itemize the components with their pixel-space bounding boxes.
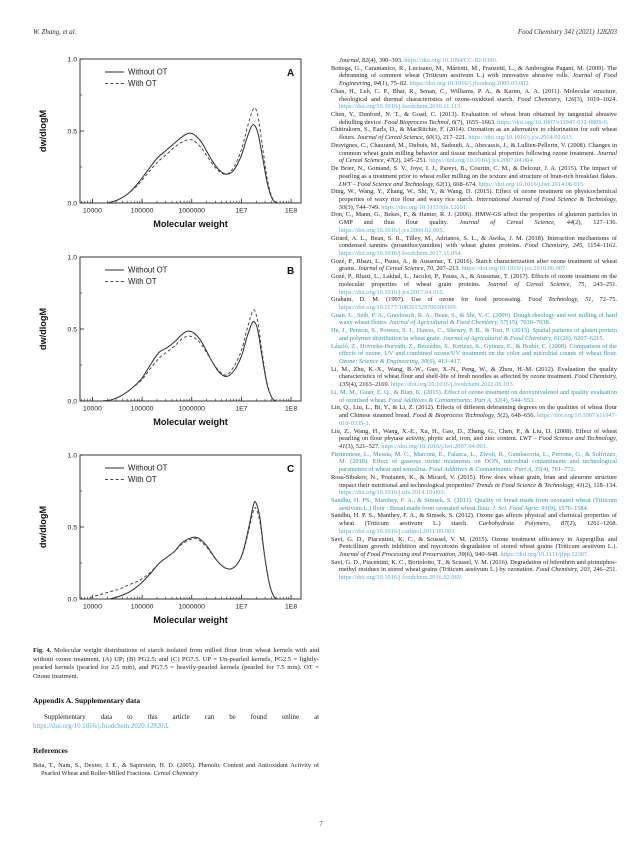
reference-pages: (1), 668–674. (442, 180, 479, 188)
x-tick-label: 1000000 (178, 603, 205, 611)
doi-link[interactable]: https://doi.org/10.1177/108201329700300309. (339, 304, 458, 311)
reference-item (331, 343, 617, 366)
reference-text: László, Z., Hovorka-Horváth, Z., Beszédes, S., Kertész, S., Gyimes, E., & Hodúr, C. (2008). Comparison of the effects of ozone, UV and combined ozone/UV treatment on the color and microbial counts of wheat flour. (331, 342, 617, 358)
chart-svg-b (33, 248, 319, 444)
reference-journal: Ozone: Science & Engineering, 30 (339, 358, 428, 366)
reference-text: Bottega, G., Caramanico, R., Lucisano, M., Mariotti, M., Franzetti, L., & Ambrogina Pagani, M. (2009). The debranning of common wheat (Triticum aestivum L.) with innovative abrasive rolls. (331, 64, 617, 80)
reference-item (331, 512, 617, 535)
x-tick-label: 100000 (130, 405, 154, 413)
x-tick-label: 1E8 (285, 207, 298, 215)
legend-label: Without OT (128, 265, 168, 275)
doi-link[interactable]: https://doi.org/10.1016/j.tifs.2014.10.003. (339, 489, 446, 497)
reference-journal: Food Chemistry, 135 (339, 373, 617, 389)
x-tick-label: 1E7 (235, 207, 248, 215)
x-tick-label: 1000000 (178, 207, 205, 215)
reference-text: Beta, T., Nam, S., Dexter, J. E., & Sapirstein, H. D. (2005). Phenolic Content and Antioxidant Activity of Pearled Wheat and Roller-Milled Fractions. (33, 762, 319, 777)
legend-label: With OT (128, 79, 157, 89)
reference-journal: LWT – Food Science and Technology, 41 (339, 435, 617, 450)
x-axis-label: Molecular weight (153, 219, 228, 229)
reference-pages: (2), 245–251. (393, 157, 429, 165)
x-tick-label: 100000 (130, 603, 154, 611)
y-axis-label: dw/dlogM (38, 505, 48, 549)
supplementary-period: . (167, 723, 169, 730)
reference-item (331, 211, 617, 234)
doi-link[interactable]: https://doi.org/10.1111/ijfs.12691. (381, 203, 468, 211)
reference-pages: , 1154–1162. (582, 242, 617, 250)
reference-pages: (6), 940–948. (464, 551, 501, 558)
doi-link[interactable]: https://doi.org/10.1016/j.jcs.2017.04.016. (339, 288, 445, 296)
doi-link[interactable]: https://doi.org/10.1016/j.foodchem.2010.11.113. (339, 103, 462, 111)
chart-panel-c (33, 446, 319, 642)
y-tick-label: 1.0 (67, 254, 77, 262)
reference-item (331, 366, 617, 389)
supplementary-doi-link[interactable]: https://doi.org/10.1016/j.foodchem.2020.128203 (33, 723, 168, 730)
reference-text: Lin, Q., Liu, L., Bi, Y., & Li, Z. (2012). Effects of different debranning degrees on the qualities of wheat flour and Chinese steamed bread. (331, 404, 617, 420)
reference-item (331, 559, 617, 582)
supplementary-paragraph (33, 713, 319, 731)
y-tick-label: 1.0 (67, 56, 77, 64)
figure-caption-text: Molecular weight distributions of starch isolated from milled flour from wheat kernels with and without ozone treatment. (A) UP; (B) PG2.5; and (C) PG7.5. UP = Un-pearled kernels, PG2.5 = lightly-pearled kernels (pearled for 2.5 min), and PG7.5 = heavily-pearled kernels (pearled for 7.5 min). OT = Ozone treatment. (33, 647, 320, 680)
reference-pages: (4), 544–553. (500, 396, 535, 404)
reference-pages: (4), 761–772. (540, 466, 576, 474)
reference-journal: Journal of Food Processing and Preservation, 39 (339, 551, 465, 558)
reference-text: De Brier, N., Gomand, S. V., Joye, I. J., Pareyt, B., Courtin, C. M., & Delcour, J. A. (2015). The impact of pearling as a treatment prior to wheat roller milling on the texture and structure of bran-rich breakfast flakes. (331, 165, 617, 180)
doi-link[interactable]: https://doi.org/10.1016/j.lwt.2014.08.015. (478, 180, 585, 188)
panel-letter: C (287, 464, 295, 475)
doi-link[interactable]: https://doi.org/10.1016/j.lwt.2007.04.001. (381, 442, 488, 450)
reference-item (331, 88, 617, 111)
reference-item (331, 389, 617, 404)
reference-item (331, 258, 617, 273)
reference-pages: (4), 2163–2169. (348, 381, 391, 389)
reference-journal: Cereal Chemistry (153, 769, 199, 777)
legend-label: Without OT (128, 67, 168, 77)
reference-journal: Journal, 82 (339, 57, 369, 64)
reference-journal: Food Additives & Contaminants: Part A, 35 (428, 466, 541, 474)
x-axis-label: Molecular weight (153, 417, 228, 427)
reference-journal: Journal of Cereal Science, 47 (339, 149, 617, 165)
reference-text: Desvignes, C., Chaurand, M., Dubois, M., Sadoudi, A., Abecassis, J., & Lullien-Pellerin, V. (2008). Changes in common wheat grain milling behavior and tissue mechanical properties following ozone treatment. (331, 141, 617, 157)
chart-svg-c (33, 446, 319, 642)
reference-item (331, 273, 617, 296)
reference-text: Guan, L., Seib, P. A., Graybosch, R. A., Bean, S., & Shi, Y.-C. (2009). Dough rheology and wet milling of hard waxy wheat flours. (331, 311, 617, 327)
reference-pages: (26), 6207–6215. (560, 334, 605, 342)
reference-journal: Food Chemistry, 203 (535, 566, 590, 574)
reference-item (331, 142, 617, 165)
reference-pages: (3), 1019–1024. (574, 95, 617, 103)
series-without-ot (102, 321, 276, 401)
left-column (33, 50, 319, 777)
doi-link[interactable]: https://doi.org/10.1016/j.jcs.2016.06.007. (461, 265, 567, 273)
legend-label: With OT (128, 475, 157, 485)
reference-item (331, 474, 617, 497)
panel-letter: A (287, 68, 295, 79)
reference-pages: (15), 7030–7038. (506, 319, 551, 327)
doi-link[interactable]: https://doi.org/10.1111/jfpp.12307. (500, 551, 589, 558)
reference-pages: (4), 390–393. (368, 57, 405, 64)
series-with-ot (90, 507, 278, 599)
reference-text: Rosa-Sibakov, N., Poutanen, K., & Micard, V. (2015). How does wheat grain, bran and aleurone structure impact their nutritional and technological properties? (331, 473, 617, 489)
reference-text: Savi, G. D., Piacentini, K. C., Bortolotto, T., & Scussel, V. M. (2016). Degradation of bifenthrin and pirimiphos-methyl residues in stored wheat grains (Triticum aestivum L.) by ozonation. (331, 558, 617, 574)
reference-text: Sandhu, H. P. S., Manthey, F. A., & Simsek, S. (2012). Ozone gas affects physical and chemical properties of wheat (Triticum aestivum L.) starch. (331, 512, 617, 528)
x-tick-label: 1E8 (285, 405, 298, 413)
doi-link[interactable]: https://doi.org/10.1016/j.foodchem.2017.11.054. (339, 249, 463, 257)
doi-link[interactable]: https://doi.org/10.1094/CC-82-0390. (404, 57, 498, 64)
reference-journal: Trends in Food Science & Technology, 41 (476, 481, 583, 489)
reference-journal: Food Additives & Contaminants: Part A, 32 (388, 396, 501, 404)
x-tick-label: 10000 (82, 207, 102, 215)
reference-pages: (2), 127–136. (573, 219, 618, 227)
y-tick-label: 1.0 (67, 452, 77, 460)
doi-link[interactable]: https://doi.org/10.1016/j.foodchem.2016.02.069. (339, 574, 463, 582)
chart-svg-a (33, 50, 319, 246)
y-tick-label: 0.0 (67, 398, 77, 406)
reference-text: Piemontese, L., Messia, M. C., Marconi, E., Falasca, L., Zivoli, R., Gambacorta, L., Perrone, G., & Solfrizzo, M. (2018). Effect of gaseous ozone treatments on DON, microbial contaminants and technological parameters of wheat and semolina. (331, 450, 617, 474)
references-heading: References (33, 746, 68, 755)
reference-journal: Journal of Cereal Science, 44 (459, 219, 574, 227)
reference-journal: LWT – Food Science and Technology, 62 (339, 180, 443, 188)
reference-pages: , 72–75. (591, 296, 618, 304)
reference-item (331, 451, 617, 474)
x-tick-label: 10000 (82, 405, 102, 413)
panel-letter: B (287, 266, 295, 277)
reference-text: Graham, D. M. (1997). Use of ozone for food processing. (331, 296, 529, 304)
reference-list-left (33, 762, 319, 777)
reference-pages: , 207–213. (433, 265, 462, 273)
page-header (33, 29, 617, 36)
reference-item (331, 188, 617, 211)
reference-item (331, 404, 617, 427)
reference-text: Gozé, P., Rhazi, L., Pauss, A., & Aussenac, T. (2016). Starch characterization after ozone treatment of wheat grains. (331, 257, 617, 273)
running-journal: Food Chemistry 341 (2021) 128203 (517, 29, 617, 36)
reference-journal: Food Bioprocess Technol, 6 (384, 118, 455, 126)
reference-pages: (2), 1261–1268. (567, 520, 618, 528)
legend-label: With OT (128, 277, 157, 287)
reference-text: Don, C., Mann, G., Bekes, F., & Hamer, R. J. (2006). HMW-GS affect the properties of glutenin particles in GMP and thus flour quality. (331, 211, 617, 227)
reference-item (331, 296, 617, 311)
y-tick-label: 0.0 (67, 596, 77, 604)
appendix-heading: Appendix A. Supplementary data (33, 696, 141, 705)
reference-journal: International Journal of Food Science & Technology, 50 (339, 195, 617, 211)
doi-link[interactable]: https://doi.org/10.1007/s11947-012-0809-6. (497, 118, 609, 126)
page-number: 7 (319, 820, 323, 828)
reference-text: Savi, G. D., Piacentini, K. C., & Scussel, V. M. (2015). Ozone treatment efficiency in Aspergillus and Penicillium growth inhibition and mycotoxin degradation of stored wheat grains (Triticum aestivum L.). (331, 535, 617, 551)
figure-caption (33, 647, 319, 681)
reference-text: Chan, H., Leh, C. P., Bhat, R., Senan, C., Williams, P. A., & Karim, A. A. (2011). Molecular structure, rheological and thermal characteristics of ozone-oxidized starch. (331, 87, 617, 103)
reference-journal: Food Chemistry, 245 (524, 242, 583, 250)
series-without-ot (107, 125, 277, 203)
doi-link[interactable]: https://doi.org/10.1016/j.jcs.2006.02.005. (339, 226, 445, 234)
reference-text: Chittrakorn, S., Earls, D., & MacRitchie, F. (2014). Ozonation as an alternative to chlorination for soft wheat flours. (331, 126, 617, 142)
reference-pages: , 243–251. (584, 280, 618, 288)
reference-text: Girard, A. L., Bean, S. R., Tilley, M., Adrianos, S. L., & Awika, J. M. (2018). Interaction mechanisms of condensed tannins (proanthocyanidins) with wheat gluten proteins. (331, 234, 617, 250)
x-tick-label: 1E7 (235, 603, 248, 611)
x-tick-label: 100000 (130, 207, 154, 215)
reference-pages: (7), 1655–1663. (455, 118, 498, 126)
reference-text: Sandhu, H. PS., Manthey, F. A., & Simsek, S. (2011). Quality of bread made from ozonated wheat (Triticum aestivum L.) flour : Bread made from ozonated wheat flour. (331, 496, 617, 512)
doi-link[interactable]: https://doi.org/10.1016/j.jcs.2014.02.013. (468, 134, 574, 142)
y-tick-label: 0.5 (67, 524, 77, 532)
reference-text: He, J., Penson, S., Powers, S. J., Hawes, C., Shewry, P. R., & Tosi, P. (2013). Spatial patterns of gluten protein and polymer distribution in wheat grain. (331, 327, 617, 342)
y-axis-label: dw/dlogM (38, 307, 48, 351)
reference-text: Chen, Y., Dunford, N. T., & Goad, C. (2013). Evaluation of wheat bran obtained by tangential abrasive dehulling device. (331, 111, 617, 126)
x-tick-label: 1E8 (285, 603, 298, 611)
doi-link[interactable]: https://doi.org/10.1016/j.jfoodeng.2009.03.002. (409, 80, 531, 88)
chart-panel-a (33, 50, 319, 246)
chart-panel-b (33, 248, 319, 444)
reference-text: Gozé, P., Rhazi, L., Lakhal, L., Jacolot, P., Pauss, A., & Aussenac, T. (2017). Effects of ozone treatment on the molecular properties of wheat grain proteins. (331, 273, 617, 288)
reference-journal: Journal of Cereal Science, 75 (487, 280, 585, 288)
x-tick-label: 10000 (82, 603, 102, 611)
doi-link[interactable]: https://doi.org/10.1016/j.foodchem.2012.06.103. (390, 381, 515, 389)
reference-journal: Journal of Agricultural & Food Chemistry, 57 (389, 319, 507, 327)
y-axis-label: dw/dlogM (38, 109, 48, 153)
right-column (331, 57, 617, 582)
reference-item (331, 111, 617, 126)
reference-journal: J. Sci. Food Agric. 91 (492, 504, 548, 512)
reference-item (331, 235, 617, 258)
reference-item (331, 65, 617, 88)
x-axis-label: Molecular weight (153, 615, 228, 625)
reference-item (331, 497, 617, 512)
supplementary-text: Supplementary data to this article can be found online at (44, 714, 319, 721)
reference-text: Liu, Z., Wang, H., Wang, X.-E., Xu, H., Gao, D., Zhang, G., Chen, P., & Liu, D. (2008). Effect of wheat pearling on flour phytase activity, phytic acid, iron, and zinc content. (331, 427, 617, 443)
reference-journal: Food & Bioprocess Technology, 5 (412, 412, 501, 420)
reference-item (33, 762, 319, 777)
running-author: W. Zhang, et al. (33, 29, 77, 36)
reference-journal: Journal of Cereal Science, 60 (356, 134, 433, 142)
reference-pages: , 246–251. (589, 566, 617, 574)
reference-text: Ding, W., Wang, Y., Zhang, W., Shi, Y., & Wang, D. (2015). Effect of ozone treatment on physicochemical properties of waxy rice flour and waxy rice starch. (331, 188, 617, 203)
x-tick-label: 1E7 (235, 405, 248, 413)
reference-journal: Carbohydrate Polymers, 87 (478, 520, 568, 528)
reference-item (331, 165, 617, 188)
reference-item (331, 57, 617, 65)
reference-pages: (3), 521–527. (345, 442, 382, 450)
x-tick-label: 1000000 (178, 405, 205, 413)
reference-journal: Journal of Agricultural & Food Chemistry, 61 (442, 334, 561, 342)
reference-text: Li, M. M., Guan, E. Q., & Bian, K. (2015). Effect of ozone treatment on deoxynivalenol and quality evaluation of ozonised wheat. (331, 388, 617, 404)
reference-list-right (331, 57, 617, 582)
reference-pages: (3), 744–749. (345, 203, 382, 211)
reference-pages: (2), 118–134. (582, 481, 617, 489)
reference-item (331, 428, 617, 451)
reference-item (331, 312, 617, 327)
reference-pages: (2), 648–656. (500, 412, 537, 420)
series-with-ot (102, 310, 276, 401)
doi-link[interactable]: https://doi.org/10.1007/s11947-010-0335-3. (339, 412, 618, 427)
reference-text: Li, M., Zhu, K.-X., Wang, B.-W., Guo, X.-N., Peng, W., & Zhou, H.-M. (2012). Evaluation the quality characteristics of wheat flour and shelf-life of fresh noodles as affected by ozone treatment. (331, 365, 617, 381)
y-tick-label: 0.5 (67, 326, 77, 334)
reference-journal: Journal of Cereal Science, 70 (357, 265, 434, 273)
legend-label: Without OT (128, 463, 168, 473)
doi-link[interactable]: https://doi.org/10.1016/j.carbpol.2011.09.003. (339, 527, 456, 535)
doi-link[interactable]: https://doi.org/10.1016/j.jcs.2007.04.004. (428, 157, 535, 165)
reference-item (331, 126, 617, 141)
reference-pages: (6), 413–417. (427, 358, 462, 366)
reference-item (331, 327, 617, 342)
reference-journal: Food Technology, 51 (528, 296, 592, 304)
y-tick-label: 0.5 (67, 128, 77, 136)
reference-pages: (1), 75–82. (379, 80, 410, 88)
reference-journal: Journal of Food Engineering, 94 (339, 72, 617, 88)
reference-pages: (9), 1576–1584. (547, 504, 589, 512)
reference-item (331, 536, 617, 559)
reference-journal: Food Chemistry, 126 (517, 95, 575, 103)
y-tick-label: 0.0 (67, 200, 77, 208)
reference-pages: (1), 217–221. (432, 134, 469, 142)
figure-caption-label: Fig. 4. (33, 647, 52, 654)
